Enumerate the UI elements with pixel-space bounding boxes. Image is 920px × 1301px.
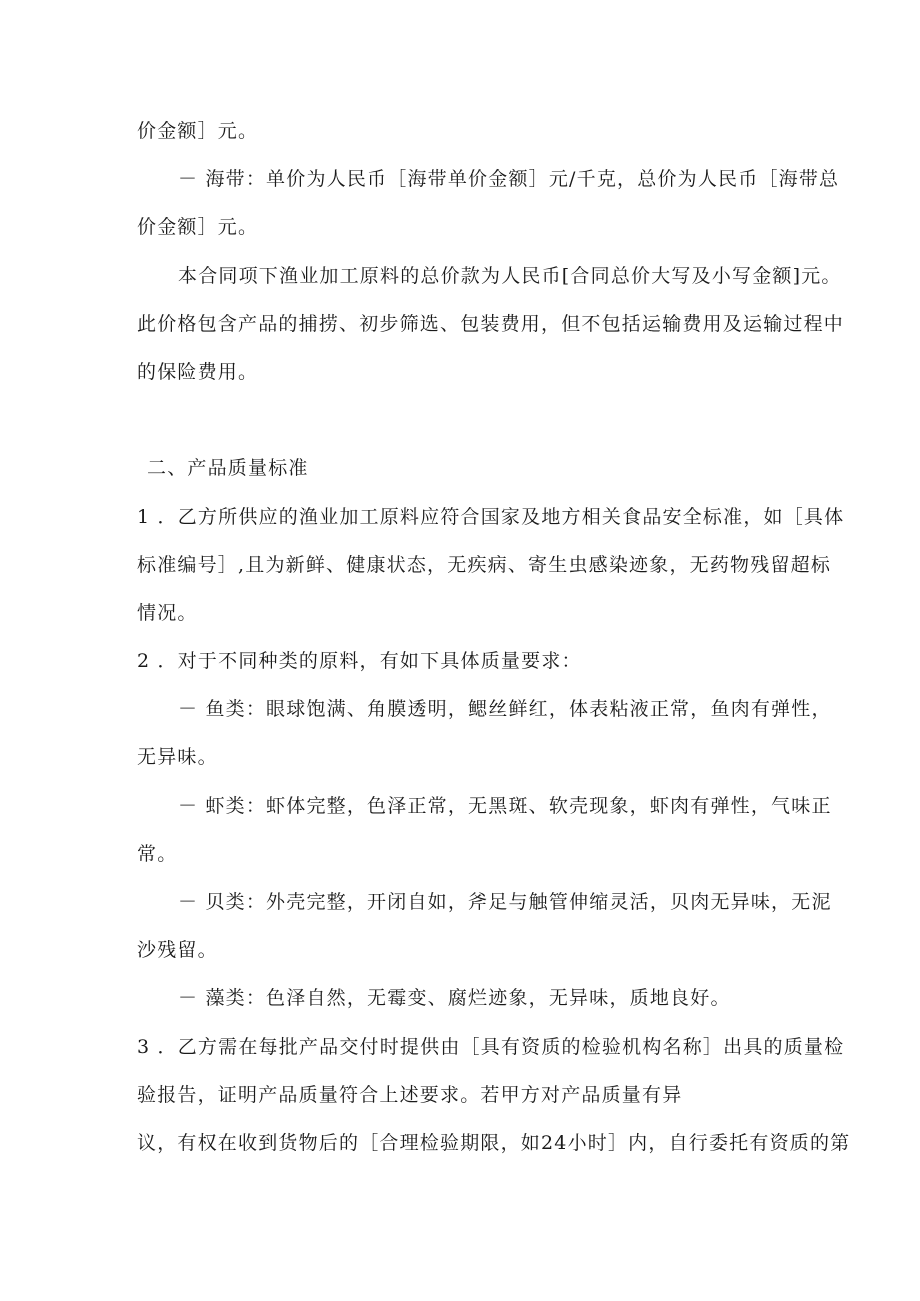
text-line: 价金额］元。 [137, 120, 259, 142]
text-line: 验报告，证明产品质量符合上述要求。若甲方对产品质量有异 [137, 1084, 683, 1106]
text-line: 常。 [137, 843, 178, 865]
text-line: 议，有权在收到货物后的［合理检验期限，如24小时］内，自行委托有资质的第 [137, 1132, 851, 1154]
algae-requirement: － 藻类：色泽自然，无霉变、腐烂迹象，无异味，质地良好。 [178, 987, 731, 1009]
clause-1: 1 ．乙方所供应的渔业加工原料应符合国家及地方相关食品安全标准，如［具体 [137, 506, 845, 528]
text-line: 无异味。 [137, 746, 218, 768]
text-line: 的保险费用。 [137, 361, 259, 383]
text-line: 标准编号］,且为新鲜、健康状态，无疾病、寄生虫感染迹象，无药物残留超标 [137, 554, 832, 576]
total-price-paragraph: 本合同项下渔业加工原料的总价款为人民币[合同总价大写及小写金额]元。 [178, 265, 842, 287]
text-line: 价金额］元。 [137, 216, 259, 238]
kelp-price-line: － 海带：单价为人民币［海带单价金额］元/千克，总价为人民币［海带总 [178, 168, 840, 190]
text-line: 情况。 [137, 602, 198, 624]
shrimp-requirement: － 虾类：虾体完整，色泽正常，无黑斑、软壳现象，虾肉有弹性，气味正 [178, 795, 832, 817]
fish-requirement: － 鱼类：眼球饱满、角膜透明，鳃丝鲜红，体表粘液正常，鱼肉有弹性， [178, 698, 832, 720]
shellfish-requirement: － 贝类：外壳完整，开闭自如，斧足与触管伸缩灵活，贝肉无异味，无泥 [178, 891, 832, 913]
text-line: 沙残留。 [137, 939, 218, 961]
clause-3: 3 ．乙方需在每批产品交付时提供由［具有资质的检验机构名称］出具的质量检 [137, 1036, 845, 1058]
section-heading: 二、产品质量标准 [147, 457, 309, 479]
text-line: 此价格包含产品的捕捞、初步筛选、包装费用，但不包括运输费用及运输过程中 [137, 313, 845, 335]
clause-2: 2 ．对于不同种类的原料，有如下具体质量要求： [137, 650, 582, 672]
